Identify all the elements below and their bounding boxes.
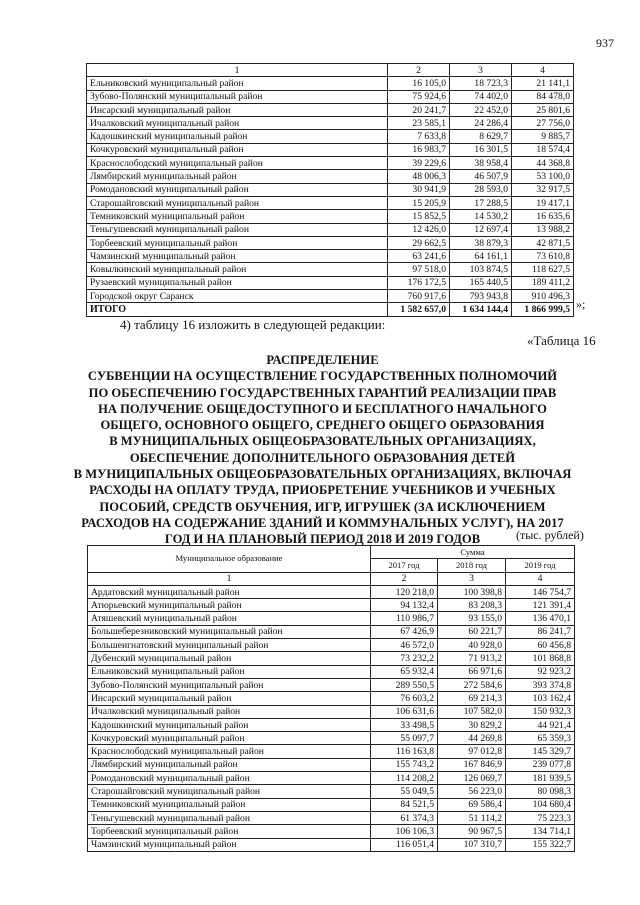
amount-cell: 15 852,5 (388, 210, 450, 223)
table-row (88, 665, 575, 678)
amount-cell: 106 631,6 (371, 705, 438, 718)
amount-cell: 18 723,3 (450, 77, 512, 90)
municipality-name: Кадошкинский муниципальный район (87, 130, 388, 143)
col-sum-header: Сумма (371, 546, 575, 559)
amount-cell: 16 635,6 (512, 210, 574, 223)
table-row (88, 705, 575, 718)
amount-cell: 65 359,3 (506, 732, 575, 745)
amendment-item-4: 4) таблицу 16 изложить в следующей редакции: (120, 317, 386, 332)
amount-cell: 60 221,7 (438, 625, 506, 638)
amount-cell: 40 928,0 (438, 639, 506, 652)
municipality-name: Лямбирский муниципальный район (88, 758, 371, 771)
municipality-name: Ельниковский муниципальный район (88, 665, 371, 678)
amount-cell: 73 232,2 (371, 652, 438, 665)
municipality-name: Рузаевский муниципальный район (87, 276, 388, 289)
amount-cell: 16 983,7 (388, 143, 450, 156)
table-row (87, 223, 574, 236)
amount-cell: 1 582 657,0 (388, 303, 450, 316)
municipality-name: Ичалковский муниципальный район (87, 117, 388, 130)
page-number: 937 (596, 36, 614, 50)
amount-cell: 69 586,4 (438, 798, 506, 811)
amount-cell: 39 229,6 (388, 157, 450, 170)
amount-cell: 155 322,7 (506, 838, 575, 851)
table-numbering-row (88, 572, 575, 585)
amount-cell: 90 967,5 (438, 825, 506, 838)
table-row (88, 599, 575, 612)
municipality-name: Большеберезниковский муниципальный район (88, 625, 371, 638)
title-line: ГОД И НА ПЛАНОВЫЙ ПЕРИОД 2018 И 2019 ГОДОВ (164, 532, 481, 547)
amount-cell: 12 697,4 (450, 223, 512, 236)
amount-cell: 24 286,4 (450, 117, 512, 130)
municipality-name: Ромодановский муниципальный район (88, 772, 371, 785)
table-header-row (87, 64, 574, 77)
col-number-2: 2 (388, 64, 450, 77)
units-label: (тыс. рублей) (516, 528, 584, 542)
title-line: НА ПОЛУЧЕНИЕ ОБЩЕДОСТУПНОГО И БЕСПЛАТНОГО НАЧАЛЬНОГО (98, 401, 547, 416)
table-row (87, 117, 574, 130)
table-row (87, 90, 574, 103)
amount-cell: 44 921,4 (506, 718, 575, 731)
amount-cell: 393 374,8 (506, 678, 575, 691)
amount-cell: 76 603,2 (371, 692, 438, 705)
amount-cell: 110 986,7 (371, 612, 438, 625)
table-row (88, 639, 575, 652)
municipality-name: Ковылкинский муниципальный район (87, 263, 388, 276)
municipality-name: Инсарский муниципальный район (87, 103, 388, 116)
title-line: РАСХОДЫ НА ОПЛАТУ ТРУДА, ПРИОБРЕТЕНИЕ УЧЕБНИКОВ И УЧЕБНЫХ (89, 483, 556, 498)
table-row (88, 652, 575, 665)
municipality-name: Торбеевский муниципальный район (87, 236, 388, 249)
amount-cell: 61 374,3 (371, 811, 438, 824)
col-number-2: 2 (371, 572, 438, 585)
table-row (87, 157, 574, 170)
amount-cell: 92 923,2 (506, 665, 575, 678)
table-16 (87, 545, 575, 852)
municipality-name: Городской округ Саранск (87, 290, 388, 303)
amount-cell: 136 470,1 (506, 612, 575, 625)
table-row (87, 170, 574, 183)
col-year-2018: 2018 год (438, 559, 506, 572)
amount-cell: 30 829,2 (438, 718, 506, 731)
amount-cell: 20 241,7 (388, 103, 450, 116)
table-row (88, 612, 575, 625)
table-16-title (60, 352, 585, 548)
table-row (88, 798, 575, 811)
table-row (88, 745, 575, 758)
table-16-body (88, 572, 575, 851)
municipality-name: Чамзинский муниципальный район (88, 838, 371, 851)
amount-cell: 760 917,6 (388, 290, 450, 303)
amount-cell: 60 456,8 (506, 639, 575, 652)
amount-cell: 93 155,0 (438, 612, 506, 625)
amount-cell: 22 452,0 (450, 103, 512, 116)
table-row (88, 625, 575, 638)
amount-cell: 67 426,9 (371, 625, 438, 638)
title-line: ОБЕСПЕЧЕНИЕ ДОПОЛНИТЕЛЬНОГО ОБРАЗОВАНИЯ ДЕТЕЙ (129, 450, 516, 465)
table-row (87, 196, 574, 209)
col-year-2019: 2019 год (506, 559, 575, 572)
amount-cell: 116 163,8 (371, 745, 438, 758)
amount-cell: 25 801,6 (512, 103, 574, 116)
amount-cell: 53 100,0 (512, 170, 574, 183)
table-row (88, 811, 575, 824)
municipality-name: Темниковский муниципальный район (87, 210, 388, 223)
municipality-name: Зубово-Полянский муниципальный район (87, 90, 388, 103)
amount-cell: 84 521,5 (371, 798, 438, 811)
amount-cell: 44 269,8 (438, 732, 506, 745)
amount-cell: 97 518,0 (388, 263, 450, 276)
amount-cell: 272 584,6 (438, 678, 506, 691)
amount-cell: 176 172,5 (388, 276, 450, 289)
table-row (88, 772, 575, 785)
amount-cell: 46 572,0 (371, 639, 438, 652)
title-line: РАСПРЕДЕЛЕНИЕ (266, 353, 379, 367)
amount-cell: 910 496,3 (512, 290, 574, 303)
quote-close-suffix: »; (576, 297, 586, 311)
table-16-label: «Таблица 16 (527, 333, 596, 348)
col-number-1: 1 (87, 64, 388, 77)
amount-cell: 86 241,7 (506, 625, 575, 638)
amount-cell: 16 301,5 (450, 143, 512, 156)
amount-cell: 155 743,2 (371, 758, 438, 771)
municipality-name: Краснослободский муниципальный район (87, 157, 388, 170)
municipality-name: Ичалковский муниципальный район (88, 705, 371, 718)
amount-cell: 8 629,7 (450, 130, 512, 143)
municipality-name: Старошайговский муниципальный район (88, 785, 371, 798)
municipality-name: Ельниковский муниципальный район (87, 77, 388, 90)
amount-cell: 107 582,0 (438, 705, 506, 718)
table-row (87, 130, 574, 143)
table-row (88, 678, 575, 691)
table-row (87, 183, 574, 196)
amount-cell: 51 114,2 (438, 811, 506, 824)
col-year-2017: 2017 год (371, 559, 438, 572)
amount-cell: 94 132,4 (371, 599, 438, 612)
amount-cell: 239 077,8 (506, 758, 575, 771)
amount-cell: 42 871,5 (512, 236, 574, 249)
table-row (88, 718, 575, 731)
col-municipality-header: Муниципальное образование (88, 546, 371, 573)
amount-cell: 7 633,8 (388, 130, 450, 143)
amount-cell: 29 662,5 (388, 236, 450, 249)
amount-cell: 97 012,8 (438, 745, 506, 758)
table-row (87, 103, 574, 116)
table-row (87, 303, 574, 316)
municipality-name: Кочкуровский муниципальный район (88, 732, 371, 745)
amount-cell: 19 417,1 (512, 196, 574, 209)
amount-cell: 27 756,0 (512, 117, 574, 130)
amount-cell: 46 507,9 (450, 170, 512, 183)
amount-cell: 84 478,0 (512, 90, 574, 103)
col-number-4: 4 (506, 572, 575, 585)
amount-cell: 21 141,1 (512, 77, 574, 90)
amount-cell: 83 208,3 (438, 599, 506, 612)
municipality-name: Атяшевский муниципальный район (88, 612, 371, 625)
title-line: СУБВЕНЦИИ НА ОСУЩЕСТВЛЕНИЕ ГОСУДАРСТВЕННЫХ ПОЛНОМОЧИЙ (87, 369, 558, 384)
amount-cell: 9 885,7 (512, 130, 574, 143)
amount-cell: 75 924,6 (388, 90, 450, 103)
municipality-name: Дубенский муниципальный район (88, 652, 371, 665)
amount-cell: 32 917,5 (512, 183, 574, 196)
amount-cell: 101 868,8 (506, 652, 575, 665)
amount-cell: 66 971,6 (438, 665, 506, 678)
amount-cell: 167 846,9 (438, 758, 506, 771)
table-row (88, 825, 575, 838)
table-row (87, 263, 574, 276)
municipality-name: Кочкуровский муниципальный район (87, 143, 388, 156)
municipality-name: ИТОГО (87, 303, 388, 316)
amount-cell: 15 205,9 (388, 196, 450, 209)
amount-cell: 13 988,2 (512, 223, 574, 236)
municipality-name: Большеигнатовский муниципальный район (88, 639, 371, 652)
table-row (87, 290, 574, 303)
amount-cell: 18 574,4 (512, 143, 574, 156)
amount-cell: 121 391,4 (506, 599, 575, 612)
table-row (87, 210, 574, 223)
amount-cell: 48 006,3 (388, 170, 450, 183)
title-line: РАСХОДОВ НА СОДЕРЖАНИЕ ЗДАНИЙ И КОММУНАЛЬНЫХ УСЛУГ), НА 2017 (81, 515, 564, 530)
amount-cell: 55 097,7 (371, 732, 438, 745)
title-line: ПО ОБЕСПЕЧЕНИЮ ГОСУДАРСТВЕННЫХ ГАРАНТИЙ РЕАЛИЗАЦИИ ПРАВ (88, 385, 557, 400)
table-row (87, 77, 574, 90)
table-continuation-body (87, 64, 574, 317)
col-number-4: 4 (512, 64, 574, 77)
table-row (88, 732, 575, 745)
amount-cell: 106 106,3 (371, 825, 438, 838)
table-row (87, 236, 574, 249)
amount-cell: 65 932,4 (371, 665, 438, 678)
amount-cell: 120 218,0 (371, 585, 438, 598)
amount-cell: 134 714,1 (506, 825, 575, 838)
amount-cell: 44 368,8 (512, 157, 574, 170)
amount-cell: 74 402,0 (450, 90, 512, 103)
amount-cell: 80 098,3 (506, 785, 575, 798)
municipality-name: Ардатовский муниципальный район (88, 585, 371, 598)
municipality-name: Темниковский муниципальный район (88, 798, 371, 811)
table-continuation (86, 63, 574, 317)
table-row (88, 838, 575, 851)
municipality-name: Зубово-Полянский муниципальный район (88, 678, 371, 691)
amount-cell: 12 426,0 (388, 223, 450, 236)
municipality-name: Торбеевский муниципальный район (88, 825, 371, 838)
amount-cell: 118 627,5 (512, 263, 574, 276)
table-row (88, 585, 575, 598)
amount-cell: 181 939,5 (506, 772, 575, 785)
amount-cell: 114 208,2 (371, 772, 438, 785)
title-line: ОБЩЕГО, ОСНОВНОГО ОБЩЕГО, СРЕДНЕГО ОБЩЕГО ОБРАЗОВАНИЯ (100, 418, 545, 433)
amount-cell: 103 162,4 (506, 692, 575, 705)
municipality-name: Чамзинский муниципальный район (87, 250, 388, 263)
amount-cell: 30 941,9 (388, 183, 450, 196)
amount-cell: 103 874,5 (450, 263, 512, 276)
amount-cell: 55 049,5 (371, 785, 438, 798)
col-number-3: 3 (438, 572, 506, 585)
col-number-3: 3 (450, 64, 512, 77)
municipality-name: Старошайговский муниципальный район (87, 196, 388, 209)
amount-cell: 100 398,8 (438, 585, 506, 598)
amount-cell: 1 866 999,5 (512, 303, 574, 316)
amount-cell: 14 530,2 (450, 210, 512, 223)
amount-cell: 1 634 144,4 (450, 303, 512, 316)
amount-cell: 126 069,7 (438, 772, 506, 785)
amount-cell: 107 310,7 (438, 838, 506, 851)
amount-cell: 146 754,7 (506, 585, 575, 598)
amount-cell: 38 958,4 (450, 157, 512, 170)
amount-cell: 75 223,3 (506, 811, 575, 824)
amount-cell: 38 879,3 (450, 236, 512, 249)
table-row (88, 758, 575, 771)
amount-cell: 71 913,2 (438, 652, 506, 665)
amount-cell: 63 241,6 (388, 250, 450, 263)
amount-cell: 28 593,0 (450, 183, 512, 196)
amount-cell: 69 214,3 (438, 692, 506, 705)
amount-cell: 150 932,3 (506, 705, 575, 718)
amount-cell: 793 943,8 (450, 290, 512, 303)
col-number-1: 1 (88, 572, 371, 585)
amount-cell: 64 161,1 (450, 250, 512, 263)
table-row (88, 785, 575, 798)
amount-cell: 56 223,0 (438, 785, 506, 798)
table-row (87, 276, 574, 289)
amount-cell: 189 411,2 (512, 276, 574, 289)
table-row (87, 250, 574, 263)
municipality-name: Ромодановский муниципальный район (87, 183, 388, 196)
municipality-name: Теньгушевский муниципальный район (87, 223, 388, 236)
amount-cell: 145 329,7 (506, 745, 575, 758)
municipality-name: Кадошкинский муниципальный район (88, 718, 371, 731)
municipality-name: Атюрьевский муниципальный район (88, 599, 371, 612)
title-line: ПОСОБИЙ, СРЕДСТВ ОБУЧЕНИЯ, ИГР, ИГРУШЕК (ЗА ИСКЛЮЧЕНИЕМ (99, 499, 546, 514)
municipality-name: Лямбирский муниципальный район (87, 170, 388, 183)
municipality-name: Теньгушевский муниципальный район (88, 811, 371, 824)
amount-cell: 17 288,5 (450, 196, 512, 209)
amount-cell: 23 585,1 (388, 117, 450, 130)
amount-cell: 104 680,4 (506, 798, 575, 811)
title-line: В МУНИЦИПАЛЬНЫХ ОБЩЕОБРАЗОВАТЕЛЬНЫХ ОРГАНИЗАЦИЯХ, (109, 434, 536, 449)
amount-cell: 116 051,4 (371, 838, 438, 851)
title-line: В МУНИЦИПАЛЬНЫХ ОБЩЕОБРАЗОВАТЕЛЬНЫХ ОРГАНИЗАЦИЯХ, ВКЛЮЧАЯ (73, 467, 572, 482)
amount-cell: 289 550,5 (371, 678, 438, 691)
municipality-name: Инсарский муниципальный район (88, 692, 371, 705)
amount-cell: 16 105,0 (388, 77, 450, 90)
amount-cell: 165 440,5 (450, 276, 512, 289)
amount-cell: 33 498,5 (371, 718, 438, 731)
municipality-name: Краснослободский муниципальный район (88, 745, 371, 758)
table-row (88, 692, 575, 705)
amount-cell: 73 610,8 (512, 250, 574, 263)
table-row (87, 143, 574, 156)
